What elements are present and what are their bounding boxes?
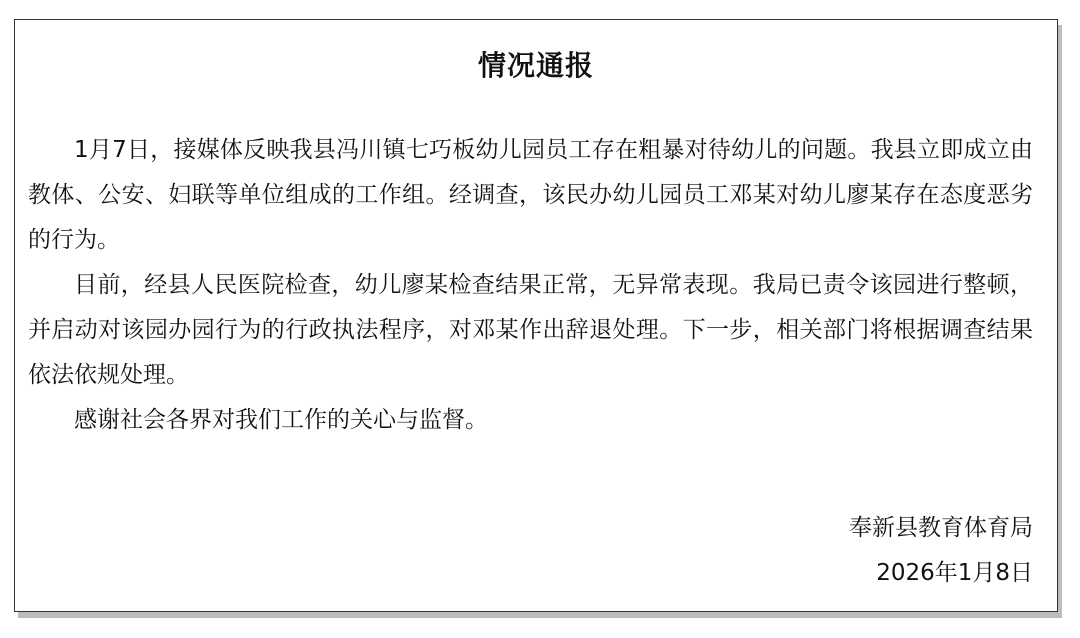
notice-document: [14, 19, 1058, 612]
issuer-name: 奉新县教育体育局: [849, 515, 1033, 541]
issue-date: 2026年1月8日: [876, 560, 1033, 586]
notice-title: 情况通报: [477, 49, 594, 82]
paragraph-actions: 目前，经县人民医院检查，幼儿廖某检查结果正常，无异常表现。我局已责令该园进行整顿，并启动对该园办园行为的行政执法程序，对邓某作出辞退处理。下一步，相关部门将根据调查结果依法依规处理。: [28, 272, 1033, 388]
signature-block: [849, 506, 1033, 596]
notice-body: [28, 128, 1033, 443]
paragraph-thanks: 感谢社会各界对我们工作的关心与监督。: [74, 407, 488, 433]
paragraph-incident: 1月7日，接媒体反映我县冯川镇七巧板幼儿园员工存在粗暴对待幼儿的问题。我县立即成立由教体、公安、妇联等单位组成的工作组。经调查，该民办幼儿园员工邓某对幼儿廖某存在态度恶劣的行为。: [28, 137, 1033, 253]
